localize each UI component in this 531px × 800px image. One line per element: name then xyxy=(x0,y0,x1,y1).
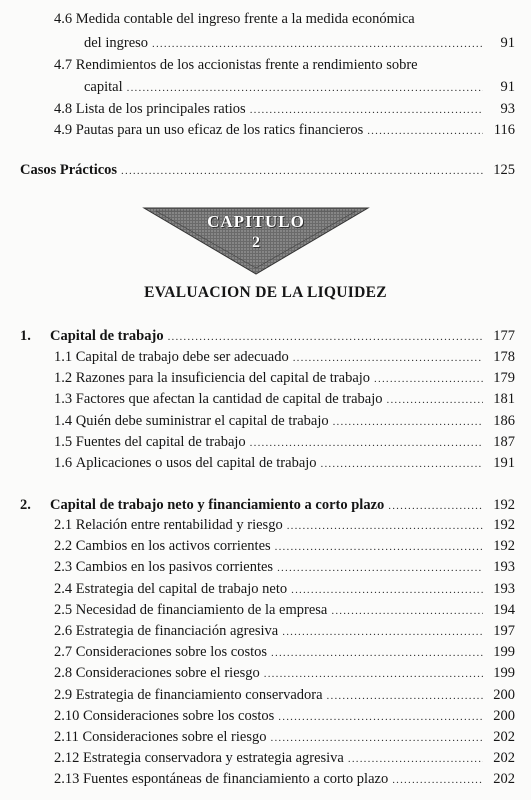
dot-leader xyxy=(392,769,483,791)
toc-page-number: 193 xyxy=(493,580,515,597)
toc-entry-casos-practicos xyxy=(20,159,515,181)
toc-page-number: 125 xyxy=(493,162,515,178)
toc-page-number: 179 xyxy=(493,370,515,387)
dot-leader xyxy=(333,411,483,433)
toc-entry-text: Estrategia de financiamiento conservadora xyxy=(75,686,323,703)
toc-entry-text: Cambios en los pasivos corrientes xyxy=(75,559,274,576)
toc-entry-number: 2.12 xyxy=(54,750,80,767)
toc-subentry xyxy=(54,726,515,748)
dot-leader xyxy=(387,389,483,411)
toc-page-number: 116 xyxy=(493,122,515,138)
toc-subentry xyxy=(54,578,515,600)
toc-page-number: 200 xyxy=(493,707,515,724)
toc-entry-number: 2.13 xyxy=(54,771,80,788)
toc-entry-text: Casos Prácticos xyxy=(20,162,118,178)
toc-subentry xyxy=(54,431,515,453)
toc-page-number: 177 xyxy=(493,328,515,344)
dot-leader xyxy=(287,515,483,537)
toc-entry-number: 2.5 xyxy=(54,601,73,618)
toc-page-number: 192 xyxy=(493,538,515,555)
toc-subentry xyxy=(54,705,515,727)
toc-entry-text: Consideraciones sobre el riesgo xyxy=(75,665,260,682)
dot-leader xyxy=(275,536,483,558)
toc-entry-number: 2.4 xyxy=(54,580,73,597)
toc-entry-text: Lista de los principales ratios xyxy=(75,101,246,117)
dot-leader xyxy=(168,326,483,348)
dot-leader xyxy=(278,706,483,728)
toc-subentry xyxy=(54,346,515,368)
toc-entry-number: 2.7 xyxy=(54,644,73,661)
chapter-badge xyxy=(142,206,370,276)
toc-page-number: 202 xyxy=(493,750,515,767)
toc-subentry xyxy=(54,556,515,578)
dot-leader xyxy=(271,727,484,749)
chapter-number: 2 xyxy=(252,234,260,251)
toc-page-number: 192 xyxy=(493,517,515,533)
dot-leader xyxy=(293,347,483,369)
chapter-title: EVALUACION DE LA LIQUIDEZ xyxy=(144,284,387,301)
toc-page-number: 91 xyxy=(500,35,515,51)
toc-page-number: 193 xyxy=(493,559,515,576)
toc-entry-text: del ingreso xyxy=(84,35,149,51)
dot-leader xyxy=(250,432,483,454)
toc-entry-text: Pautas para un uso eficaz de los ratics financieros xyxy=(75,122,364,138)
toc-page-number: 91 xyxy=(500,79,515,95)
dot-leader xyxy=(127,77,483,99)
dot-leader xyxy=(121,160,483,182)
dot-leader xyxy=(321,453,483,475)
toc-entry-4-7-line1 xyxy=(54,54,515,76)
toc-page-number: 194 xyxy=(493,601,515,618)
toc-entry-number: 1.3 xyxy=(54,391,73,408)
toc-subentry xyxy=(54,410,515,432)
toc-page-number: 187 xyxy=(493,433,515,450)
toc-entry-text: Factores que afectan la cantidad de capital de trabajo xyxy=(75,391,383,408)
toc-section-number: 2. xyxy=(20,497,31,513)
dot-leader xyxy=(367,120,483,142)
toc-subentry xyxy=(54,620,515,642)
toc-subentry xyxy=(54,535,515,557)
dot-leader xyxy=(277,557,483,579)
toc-page-number: 199 xyxy=(493,665,515,682)
toc-subentry xyxy=(54,641,515,663)
toc-entry-text: Necesidad de financiamiento de la empresa xyxy=(75,601,328,618)
toc-entry-number: 2.11 xyxy=(54,729,79,745)
dot-leader xyxy=(331,600,483,622)
toc-entry-number: 1.4 xyxy=(54,412,73,429)
toc-entry-number: 1.6 xyxy=(54,455,73,471)
toc-entry-number: 2.2 xyxy=(54,538,73,555)
toc-subentry xyxy=(54,367,515,389)
toc-entry-text: Medida contable del ingreso frente a la medida económica xyxy=(75,11,415,27)
toc-entry-text: Consideraciones sobre los costos xyxy=(83,707,275,724)
toc-entry-number: 2.10 xyxy=(54,707,80,724)
dot-leader xyxy=(152,33,483,55)
dot-leader xyxy=(271,642,483,664)
toc-subentry xyxy=(54,599,515,621)
toc-page-number: 192 xyxy=(493,497,515,513)
toc-subentry xyxy=(54,768,515,790)
toc-entry-4-7-line2 xyxy=(84,76,515,98)
toc-subentry xyxy=(54,514,515,536)
toc-subentry xyxy=(54,662,515,684)
toc-entry-number: 4.8 xyxy=(54,101,73,117)
toc-subentry xyxy=(54,452,515,474)
toc-entry-number: 2.8 xyxy=(54,665,73,682)
toc-page-number: 200 xyxy=(493,686,515,703)
toc-section-number: 1. xyxy=(20,328,31,344)
toc-entry-number: 1.5 xyxy=(54,433,73,450)
toc-entry-text: Rendimientos de los accionistas frente a rendimiento sobre xyxy=(75,57,418,73)
dot-leader xyxy=(282,621,483,643)
toc-entry-text: Capital de trabajo debe ser adecuado xyxy=(75,349,289,365)
toc-entry-text: Quién debe suministrar el capital de trabajo xyxy=(75,412,329,429)
toc-section-title: Capital de trabajo xyxy=(50,328,164,344)
toc-entry-text: Aplicaciones o usos del capital de trabajo xyxy=(75,455,317,471)
toc-entry-text: Estrategia de financiación agresiva xyxy=(75,623,279,639)
dot-leader xyxy=(327,685,483,707)
toc-subentry xyxy=(54,388,515,410)
toc-page-number: 197 xyxy=(493,623,515,639)
toc-entry-number: 4.9 xyxy=(54,122,73,138)
toc-entry-text: Estrategia conservadora y estrategia agresiva xyxy=(83,750,344,767)
toc-entry-4-9 xyxy=(54,119,515,141)
toc-entry-text: Fuentes del capital de trabajo xyxy=(75,433,246,450)
toc-page-number: 93 xyxy=(500,101,515,117)
toc-entry-text: Cambios en los activos corrientes xyxy=(75,538,271,555)
toc-entry-number: 2.6 xyxy=(54,623,73,639)
toc-page-number: 186 xyxy=(493,412,515,429)
toc-page-number: 181 xyxy=(493,391,515,408)
toc-entry-4-6-line2 xyxy=(84,32,515,54)
chapter-label: CAPITULO xyxy=(207,212,305,231)
toc-entry-text: Fuentes espontáneas de financiamiento a corto plazo xyxy=(83,771,389,788)
toc-section-title: Capital de trabajo neto y financiamiento a corto plazo xyxy=(50,497,385,513)
toc-entry-text: Razones para la insuficiencia del capital de trabajo xyxy=(75,370,371,387)
dot-leader xyxy=(374,368,483,390)
toc-entry-number: 1.2 xyxy=(54,370,73,387)
toc-page-number: 191 xyxy=(493,455,515,471)
dot-leader xyxy=(348,748,483,770)
toc-page-number: 178 xyxy=(493,349,515,365)
toc-entry-4-8 xyxy=(54,98,515,120)
toc-entry-number: 2.9 xyxy=(54,686,73,703)
toc-entry-number: 2.1 xyxy=(54,517,73,533)
toc-entry-number: 2.3 xyxy=(54,559,73,576)
toc-entry-text: Consideraciones sobre los costos xyxy=(75,644,268,661)
toc-page-number: 199 xyxy=(493,644,515,661)
toc-entry-text: Consideraciones sobre el riesgo xyxy=(82,729,267,745)
toc-section-1 xyxy=(20,325,515,347)
dot-leader xyxy=(291,579,483,601)
toc-subentry xyxy=(54,684,515,706)
toc-page-number: 202 xyxy=(493,771,515,788)
toc-entry-text: Relación entre rentabilidad y riesgo xyxy=(75,517,283,533)
toc-entry-number: 4.6 xyxy=(54,11,73,27)
toc-entry-text: capital xyxy=(84,79,123,95)
toc-entry-number: 4.7 xyxy=(54,57,73,73)
dot-leader xyxy=(250,99,483,121)
toc-section-2 xyxy=(20,494,515,516)
dot-leader xyxy=(264,663,483,685)
toc-page-number: 202 xyxy=(493,729,515,745)
toc-entry-4-6-line1 xyxy=(54,8,515,30)
toc-subentry xyxy=(54,747,515,769)
toc-entry-number: 1.1 xyxy=(54,349,73,365)
toc-entry-text: Estrategia del capital de trabajo neto xyxy=(75,580,288,597)
